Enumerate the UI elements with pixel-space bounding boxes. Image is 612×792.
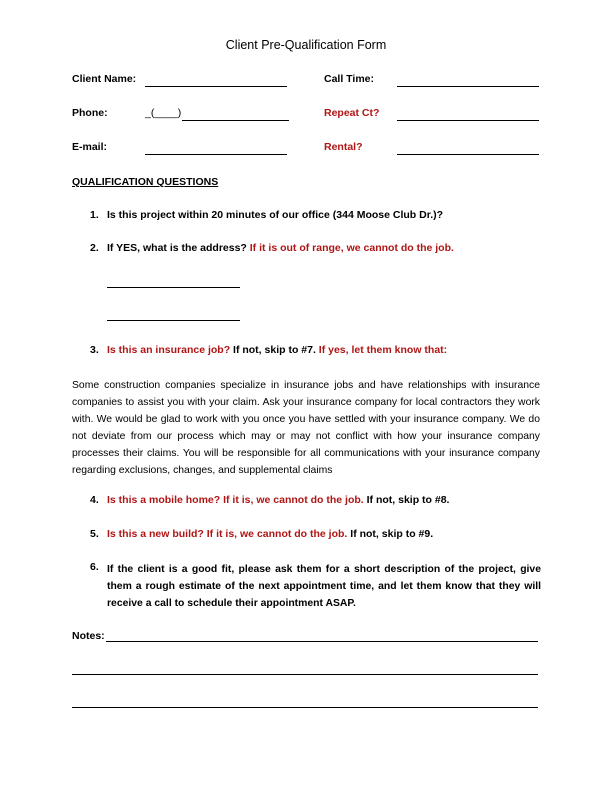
q1-text: Is this project within 20 minutes of our office (344 Moose Club Dr.)? xyxy=(107,209,444,221)
rental-label: Rental? xyxy=(324,141,363,153)
call-time-label: Call Time: xyxy=(324,73,374,85)
phone-label: Phone: xyxy=(72,107,108,119)
q1-number: 1. xyxy=(90,209,99,221)
rental-field[interactable] xyxy=(397,154,539,155)
q4-warning: Is this a mobile home? If it is, we cannot do the job. xyxy=(107,494,364,506)
q5-text xyxy=(107,528,433,540)
notes-label: Notes: xyxy=(72,630,105,642)
q6-text: If the client is a good fit, please ask them for a short description of the project, give them a rough estimate of the next appointment time, and let them know that they will receive a call to schedule their appointment ASAP. xyxy=(107,564,541,609)
phone-area-code: _(____) xyxy=(145,107,182,119)
q2-warning: If it is out of range, we cannot do the job. xyxy=(249,242,454,254)
q3-text xyxy=(107,344,447,356)
section-heading: QUALIFICATION QUESTIONS xyxy=(72,176,219,188)
q3-instruction: If yes, let them know that: xyxy=(318,344,448,356)
q3-skip-note: If not, skip to #7. xyxy=(230,344,319,356)
q2-number: 2. xyxy=(90,242,99,254)
client-name-label: Client Name: xyxy=(72,73,137,85)
q3-insurance-question: Is this an insurance job? xyxy=(107,344,231,356)
email-label: E-mail: xyxy=(72,141,108,153)
q4-number: 4. xyxy=(90,494,99,506)
email-field[interactable] xyxy=(145,154,287,155)
notes-line-3[interactable] xyxy=(72,707,538,708)
address-line-1[interactable] xyxy=(107,287,240,288)
client-name-field[interactable] xyxy=(145,86,287,87)
insurance-paragraph: Some construction companies specialize in insurance jobs and have relationships with insurance companies to assist you with your claim. Ask your insurance company for local contractors they work with. We would be glad to work with you once you have settled with your insurance company. We do not deviate from our process which may or may not conflict with how your insurance company processes their claims. You will be responsible for all communications with your insurance company regarding exclusions, changes, and supplemental claims xyxy=(72,380,540,476)
phone-field[interactable] xyxy=(182,120,289,121)
q3-number: 3. xyxy=(90,344,99,356)
q4-skip-note: If not, skip to #8. xyxy=(363,494,450,506)
repeat-ct-label: Repeat Ct? xyxy=(324,107,380,119)
notes-line-2[interactable] xyxy=(72,674,538,675)
q2-text xyxy=(107,242,454,254)
q4-text xyxy=(107,494,449,506)
q6-number: 6. xyxy=(90,561,99,573)
repeat-ct-field[interactable] xyxy=(397,120,539,121)
address-line-2[interactable] xyxy=(107,320,240,321)
q5-number: 5. xyxy=(90,528,99,540)
form-title: Client Pre-Qualification Form xyxy=(225,38,387,52)
notes-line-1[interactable] xyxy=(106,641,538,642)
call-time-field[interactable] xyxy=(397,86,539,87)
q5-skip-note: If not, skip to #9. xyxy=(347,528,434,540)
q2-question: If YES, what is the address? xyxy=(107,242,250,254)
q5-warning: Is this a new build? If it is, we cannot do the job. xyxy=(107,528,348,540)
